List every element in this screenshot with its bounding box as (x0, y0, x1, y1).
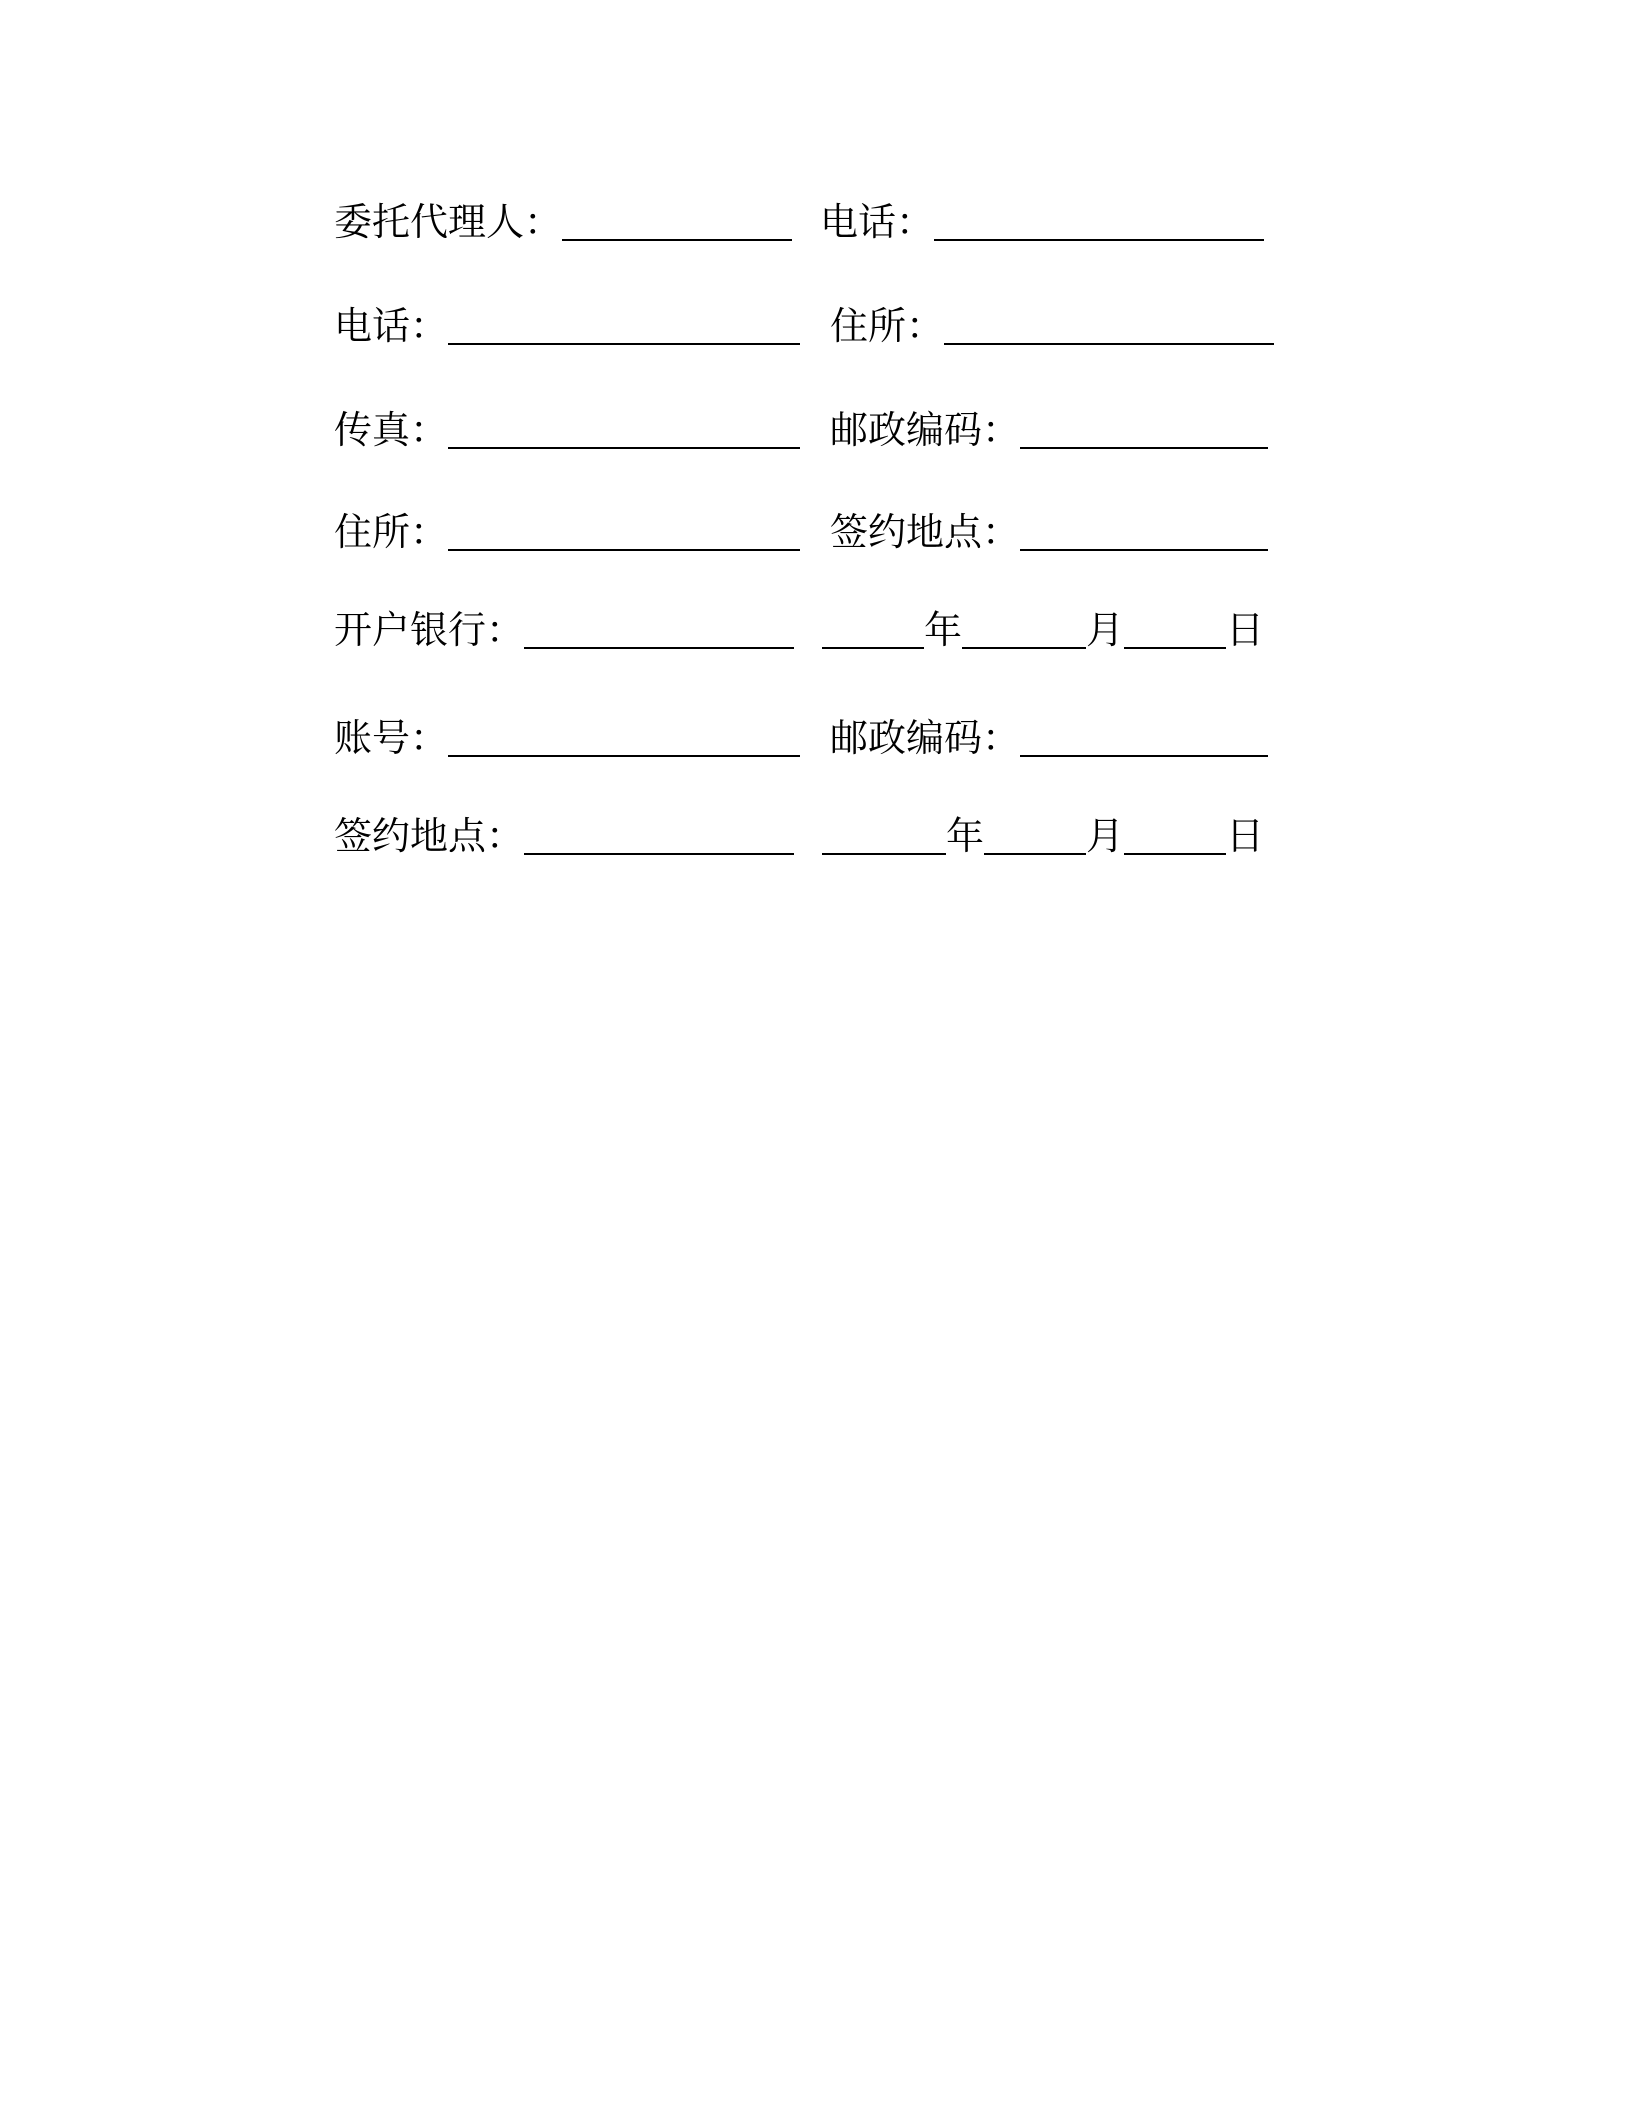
day-label: 日 (1226, 814, 1265, 858)
signing-place-label: 签约地点： (334, 814, 525, 858)
month-label: 月 (1086, 608, 1125, 652)
address-blank[interactable] (448, 515, 800, 545)
month-label: 月 (1086, 814, 1125, 858)
year-label: 年 (946, 814, 985, 858)
day-blank[interactable] (1124, 819, 1226, 849)
signing-place-field-2 (334, 812, 794, 860)
postcode-blank[interactable] (1020, 413, 1268, 443)
agent-field (334, 198, 792, 246)
postcode-field-2 (830, 714, 1268, 762)
address-label: 住所： (334, 510, 449, 554)
phone-field-left (334, 302, 800, 350)
signing-place-label: 签约地点： (830, 510, 1021, 554)
address-field-right (830, 302, 1274, 350)
bank-label: 开户银行： (334, 608, 525, 652)
month-blank[interactable] (984, 819, 1086, 849)
month-blank[interactable] (962, 613, 1086, 643)
bank-field (334, 606, 794, 654)
postcode-field-1 (830, 406, 1268, 454)
phone-blank[interactable] (448, 309, 800, 339)
account-label: 账号： (334, 716, 449, 760)
date-field-1 (822, 606, 1264, 654)
postcode-blank[interactable] (1020, 721, 1268, 751)
year-label: 年 (924, 608, 963, 652)
signing-place-field-1 (830, 508, 1268, 556)
phone-blank[interactable] (934, 205, 1264, 235)
year-blank[interactable] (822, 819, 946, 849)
date-field-2 (822, 812, 1264, 860)
phone-field-right-1 (820, 198, 1264, 246)
address-blank[interactable] (944, 309, 1274, 339)
account-blank[interactable] (448, 721, 800, 751)
agent-blank[interactable] (562, 205, 792, 235)
postcode-label: 邮政编码： (830, 408, 1021, 452)
postcode-label: 邮政编码： (830, 716, 1021, 760)
fax-blank[interactable] (448, 413, 800, 443)
day-label: 日 (1226, 608, 1265, 652)
signing-place-blank[interactable] (524, 819, 794, 849)
fax-field (334, 406, 800, 454)
fax-label: 传真： (334, 408, 449, 452)
phone-label: 电话： (820, 200, 935, 244)
day-blank[interactable] (1124, 613, 1226, 643)
address-field-left (334, 508, 800, 556)
bank-blank[interactable] (524, 613, 794, 643)
account-field (334, 714, 800, 762)
agent-label: 委托代理人： (334, 200, 563, 244)
year-blank[interactable] (822, 613, 924, 643)
signing-place-blank[interactable] (1020, 515, 1268, 545)
phone-label: 电话： (334, 304, 449, 348)
address-label: 住所： (830, 304, 945, 348)
